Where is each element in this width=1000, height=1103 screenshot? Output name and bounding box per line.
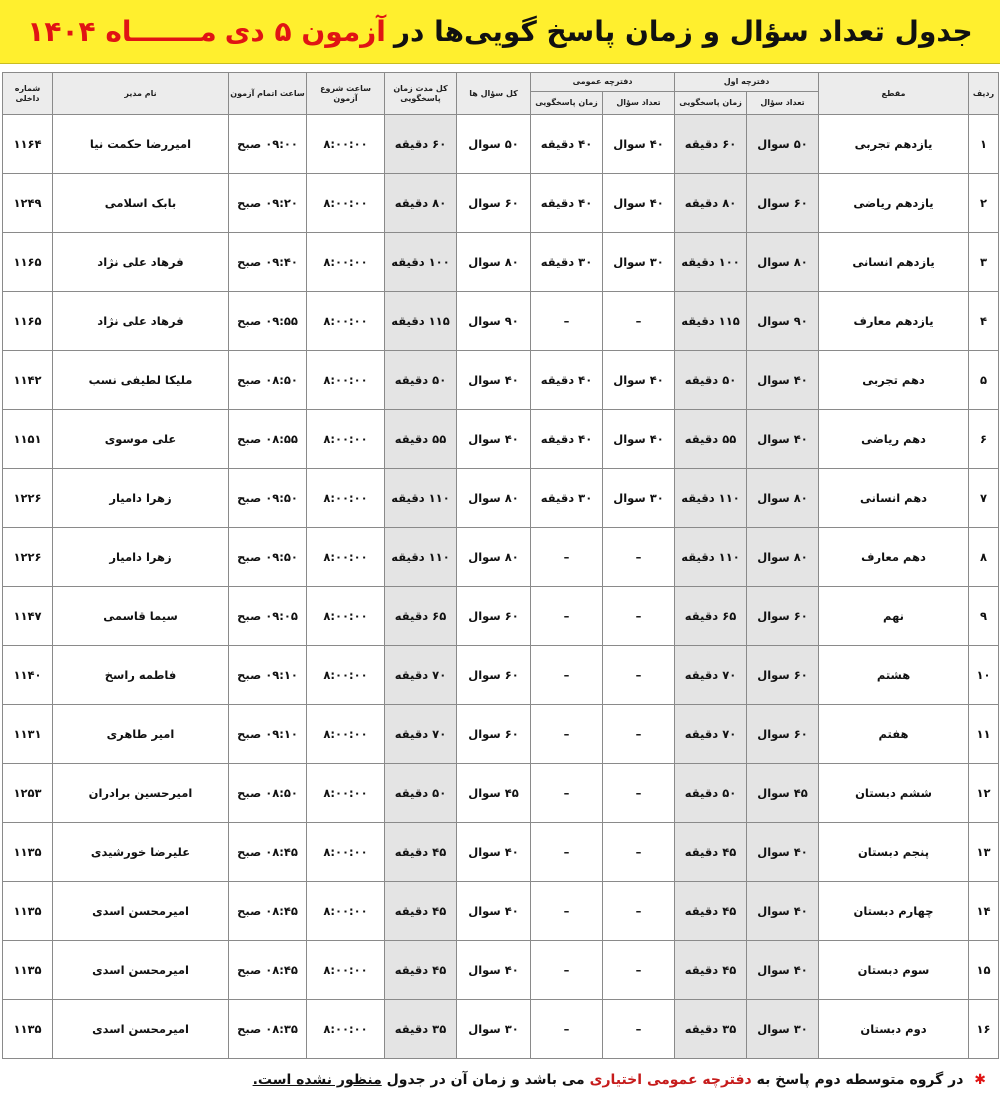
total-questions: ۴۰ سوال: [457, 882, 531, 941]
booklet1-time: ۱۱۰ دقیقه: [675, 469, 747, 528]
general-questions: ۴۰ سوال: [603, 410, 675, 469]
general-questions: ۴۰ سوال: [603, 174, 675, 233]
booklet1-questions: ۳۰ سوال: [747, 1000, 819, 1059]
general-questions: –: [603, 292, 675, 351]
grade-cell: دهم معارف: [819, 528, 969, 587]
table-row: [3, 587, 999, 646]
total-questions: ۴۰ سوال: [457, 823, 531, 882]
grade-cell: دهم ریاضی: [819, 410, 969, 469]
total-questions: ۵۰ سوال: [457, 115, 531, 174]
general-questions: –: [603, 823, 675, 882]
table-row: [3, 174, 999, 233]
start-time: ۸:۰۰:۰۰: [307, 823, 385, 882]
start-time: ۸:۰۰:۰۰: [307, 115, 385, 174]
end-time: ۰۸:۵۰ صبح: [229, 764, 307, 823]
end-time: ۰۸:۳۵ صبح: [229, 1000, 307, 1059]
grade-cell: هفتم: [819, 705, 969, 764]
table-row: [3, 528, 999, 587]
total-duration: ۴۵ دقیقه: [385, 941, 457, 1000]
booklet1-questions: ۴۰ سوال: [747, 410, 819, 469]
grade-cell: دهم انسانی: [819, 469, 969, 528]
extension-number: ۱۲۵۳: [3, 764, 53, 823]
start-time: ۸:۰۰:۰۰: [307, 1000, 385, 1059]
table-row: [3, 233, 999, 292]
manager-name: امیررضا حکمت نیا: [53, 115, 229, 174]
end-time: ۰۸:۵۵ صبح: [229, 410, 307, 469]
manager-name: سیما قاسمی: [53, 587, 229, 646]
header-general-booklet: دفترچه عمومی: [531, 73, 675, 92]
booklet1-time: ۵۵ دقیقه: [675, 410, 747, 469]
table-body: [3, 115, 999, 1059]
manager-name: فاطمه راسخ: [53, 646, 229, 705]
booklet1-time: ۱۱۵ دقیقه: [675, 292, 747, 351]
end-time: ۰۸:۴۵ صبح: [229, 941, 307, 1000]
total-duration: ۱۱۰ دقیقه: [385, 469, 457, 528]
manager-name: علی موسوی: [53, 410, 229, 469]
table-row: [3, 764, 999, 823]
general-time: –: [531, 1000, 603, 1059]
end-time: ۰۹:۵۰ صبح: [229, 528, 307, 587]
booklet1-questions: ۴۰ سوال: [747, 941, 819, 1000]
extension-number: ۱۱۳۵: [3, 823, 53, 882]
booklet1-questions: ۸۰ سوال: [747, 233, 819, 292]
row-number: ۷: [969, 469, 999, 528]
footnote-text-1: در گروه متوسطه دوم پاسخ به: [756, 1072, 964, 1088]
total-questions: ۹۰ سوال: [457, 292, 531, 351]
header-total-questions: کل سؤال ها: [457, 73, 531, 115]
general-questions: ۴۰ سوال: [603, 351, 675, 410]
total-duration: ۷۰ دقیقه: [385, 705, 457, 764]
general-time: –: [531, 941, 603, 1000]
total-questions: ۸۰ سوال: [457, 233, 531, 292]
end-time: ۰۹:۵۰ صبح: [229, 469, 307, 528]
booklet1-questions: ۴۰ سوال: [747, 351, 819, 410]
booklet1-questions: ۸۰ سوال: [747, 469, 819, 528]
end-time: ۰۹:۴۰ صبح: [229, 233, 307, 292]
general-questions: –: [603, 764, 675, 823]
header-row-1: [3, 73, 999, 92]
general-questions: ۳۰ سوال: [603, 469, 675, 528]
extension-number: ۱۱۴۷: [3, 587, 53, 646]
row-number: ۸: [969, 528, 999, 587]
booklet1-time: ۳۵ دقیقه: [675, 1000, 747, 1059]
row-number: ۱۲: [969, 764, 999, 823]
grade-cell: سوم دبستان: [819, 941, 969, 1000]
booklet1-questions: ۹۰ سوال: [747, 292, 819, 351]
table-row: [3, 351, 999, 410]
header-b1-time: زمان پاسخگویی: [675, 92, 747, 115]
table-row: [3, 115, 999, 174]
header-start-time: ساعت شروع آزمون: [307, 73, 385, 115]
total-duration: ۱۰۰ دقیقه: [385, 233, 457, 292]
title-text: جدول تعداد سؤال و زمان پاسخ گویی‌ها در: [393, 15, 973, 48]
booklet1-time: ۷۰ دقیقه: [675, 646, 747, 705]
grade-cell: هشتم: [819, 646, 969, 705]
booklet1-time: ۴۵ دقیقه: [675, 882, 747, 941]
star-icon: ✱: [974, 1072, 986, 1088]
manager-name: امیرمحسن اسدی: [53, 882, 229, 941]
booklet1-time: ۵۰ دقیقه: [675, 351, 747, 410]
footnote-highlight: دفترچه عمومی اختیاری: [589, 1072, 752, 1088]
start-time: ۸:۰۰:۰۰: [307, 174, 385, 233]
end-time: ۰۹:۰۰ صبح: [229, 115, 307, 174]
start-time: ۸:۰۰:۰۰: [307, 882, 385, 941]
row-number: ۱۶: [969, 1000, 999, 1059]
extension-number: ۱۱۵۱: [3, 410, 53, 469]
general-time: –: [531, 646, 603, 705]
total-questions: ۸۰ سوال: [457, 528, 531, 587]
total-questions: ۴۰ سوال: [457, 410, 531, 469]
start-time: ۸:۰۰:۰۰: [307, 351, 385, 410]
table-row: [3, 882, 999, 941]
total-duration: ۶۰ دقیقه: [385, 115, 457, 174]
footnote: [253, 1072, 986, 1088]
header-manager: نام مدیر: [53, 73, 229, 115]
total-questions: ۴۰ سوال: [457, 351, 531, 410]
manager-name: علیرضا خورشیدی: [53, 823, 229, 882]
total-questions: ۶۰ سوال: [457, 705, 531, 764]
table-row: [3, 941, 999, 1000]
grade-cell: یازدهم معارف: [819, 292, 969, 351]
table-row: [3, 1000, 999, 1059]
extension-number: ۱۱۴۲: [3, 351, 53, 410]
booklet1-questions: ۴۰ سوال: [747, 882, 819, 941]
general-time: ۴۰ دقیقه: [531, 115, 603, 174]
manager-name: زهرا دامیار: [53, 469, 229, 528]
row-number: ۱۰: [969, 646, 999, 705]
header-gen-questions: تعداد سؤال: [603, 92, 675, 115]
grade-cell: ششم دبستان: [819, 764, 969, 823]
end-time: ۰۸:۴۵ صبح: [229, 823, 307, 882]
row-number: ۲: [969, 174, 999, 233]
grade-cell: یازدهم ریاضی: [819, 174, 969, 233]
row-number: ۵: [969, 351, 999, 410]
general-time: ۳۰ دقیقه: [531, 233, 603, 292]
total-duration: ۱۱۰ دقیقه: [385, 528, 457, 587]
end-time: ۰۸:۴۵ صبح: [229, 882, 307, 941]
total-questions: ۶۰ سوال: [457, 646, 531, 705]
extension-number: ۱۲۲۶: [3, 469, 53, 528]
end-time: ۰۸:۵۰ صبح: [229, 351, 307, 410]
total-duration: ۳۵ دقیقه: [385, 1000, 457, 1059]
total-questions: ۴۵ سوال: [457, 764, 531, 823]
total-questions: ۳۰ سوال: [457, 1000, 531, 1059]
title-bar: [0, 0, 1000, 64]
booklet1-time: ۴۵ دقیقه: [675, 823, 747, 882]
general-time: –: [531, 705, 603, 764]
header-end-time: ساعت اتمام آزمون: [229, 73, 307, 115]
extension-number: ۱۲۲۶: [3, 528, 53, 587]
start-time: ۸:۰۰:۰۰: [307, 469, 385, 528]
general-questions: –: [603, 1000, 675, 1059]
table-row: [3, 410, 999, 469]
total-duration: ۵۵ دقیقه: [385, 410, 457, 469]
general-time: –: [531, 292, 603, 351]
end-time: ۰۹:۵۵ صبح: [229, 292, 307, 351]
booklet1-time: ۵۰ دقیقه: [675, 764, 747, 823]
general-questions: ۴۰ سوال: [603, 115, 675, 174]
row-number: ۱۵: [969, 941, 999, 1000]
total-duration: ۱۱۵ دقیقه: [385, 292, 457, 351]
extension-number: ۱۱۳۵: [3, 882, 53, 941]
manager-name: امیرحسین برادران: [53, 764, 229, 823]
general-questions: –: [603, 941, 675, 1000]
start-time: ۸:۰۰:۰۰: [307, 528, 385, 587]
grade-cell: یازدهم انسانی: [819, 233, 969, 292]
row-number: ۱۳: [969, 823, 999, 882]
booklet1-time: ۱۱۰ دقیقه: [675, 528, 747, 587]
manager-name: امیرمحسن اسدی: [53, 941, 229, 1000]
general-questions: –: [603, 646, 675, 705]
header-booklet-1: دفترچه اول: [675, 73, 819, 92]
end-time: ۰۹:۲۰ صبح: [229, 174, 307, 233]
footnote-text-2: می باشد و زمان آن در جدول: [386, 1072, 585, 1088]
manager-name: امیر طاهری: [53, 705, 229, 764]
general-questions: –: [603, 528, 675, 587]
total-duration: ۴۵ دقیقه: [385, 823, 457, 882]
end-time: ۰۹:۱۰ صبح: [229, 646, 307, 705]
header-extension: شماره داخلی: [3, 73, 53, 115]
extension-number: ۱۱۳۵: [3, 941, 53, 1000]
general-time: ۴۰ دقیقه: [531, 351, 603, 410]
extension-number: ۱۱۳۵: [3, 1000, 53, 1059]
total-questions: ۶۰ سوال: [457, 174, 531, 233]
table-row: [3, 705, 999, 764]
general-time: –: [531, 764, 603, 823]
table-row: [3, 469, 999, 528]
start-time: ۸:۰۰:۰۰: [307, 292, 385, 351]
booklet1-questions: ۶۰ سوال: [747, 587, 819, 646]
total-duration: ۴۵ دقیقه: [385, 882, 457, 941]
manager-name: زهرا دامیار: [53, 528, 229, 587]
general-time: ۳۰ دقیقه: [531, 469, 603, 528]
start-time: ۸:۰۰:۰۰: [307, 587, 385, 646]
start-time: ۸:۰۰:۰۰: [307, 233, 385, 292]
total-duration: ۷۰ دقیقه: [385, 646, 457, 705]
extension-number: ۱۱۳۱: [3, 705, 53, 764]
general-time: ۴۰ دقیقه: [531, 410, 603, 469]
booklet1-time: ۶۰ دقیقه: [675, 115, 747, 174]
booklet1-questions: ۵۰ سوال: [747, 115, 819, 174]
manager-name: بابک اسلامی: [53, 174, 229, 233]
grade-cell: دهم تجربی: [819, 351, 969, 410]
total-questions: ۶۰ سوال: [457, 587, 531, 646]
header-radif: ردیف: [969, 73, 999, 115]
booklet1-time: ۱۰۰ دقیقه: [675, 233, 747, 292]
general-questions: –: [603, 882, 675, 941]
end-time: ۰۹:۰۵ صبح: [229, 587, 307, 646]
row-number: ۱۱: [969, 705, 999, 764]
general-time: –: [531, 528, 603, 587]
manager-name: فرهاد علی نژاد: [53, 292, 229, 351]
general-time: ۴۰ دقیقه: [531, 174, 603, 233]
grade-cell: نهم: [819, 587, 969, 646]
footnote-underlined: منظور نشده است.: [252, 1072, 382, 1088]
table-row: [3, 823, 999, 882]
start-time: ۸:۰۰:۰۰: [307, 764, 385, 823]
header-b1-questions: تعداد سؤال: [747, 92, 819, 115]
start-time: ۸:۰۰:۰۰: [307, 941, 385, 1000]
total-questions: ۸۰ سوال: [457, 469, 531, 528]
total-questions: ۴۰ سوال: [457, 941, 531, 1000]
manager-name: ملیکا لطیفی نسب: [53, 351, 229, 410]
booklet1-questions: ۶۰ سوال: [747, 646, 819, 705]
grade-cell: یازدهم تجربی: [819, 115, 969, 174]
exam-schedule-table: [2, 72, 999, 1059]
booklet1-time: ۶۵ دقیقه: [675, 587, 747, 646]
row-number: ۱: [969, 115, 999, 174]
start-time: ۸:۰۰:۰۰: [307, 705, 385, 764]
header-grade: مقطع: [819, 73, 969, 115]
general-questions: –: [603, 587, 675, 646]
booklet1-questions: ۸۰ سوال: [747, 528, 819, 587]
table-row: [3, 292, 999, 351]
total-duration: ۵۰ دقیقه: [385, 351, 457, 410]
total-duration: ۶۵ دقیقه: [385, 587, 457, 646]
row-number: ۳: [969, 233, 999, 292]
extension-number: ۱۱۶۴: [3, 115, 53, 174]
general-time: –: [531, 882, 603, 941]
header-gen-time: زمان پاسخگویی: [531, 92, 603, 115]
end-time: ۰۹:۱۰ صبح: [229, 705, 307, 764]
start-time: ۸:۰۰:۰۰: [307, 410, 385, 469]
general-time: –: [531, 587, 603, 646]
booklet1-time: ۷۰ دقیقه: [675, 705, 747, 764]
grade-cell: پنجم دبستان: [819, 823, 969, 882]
start-time: ۸:۰۰:۰۰: [307, 646, 385, 705]
extension-number: ۱۱۴۰: [3, 646, 53, 705]
table-row: [3, 646, 999, 705]
general-time: –: [531, 823, 603, 882]
booklet1-questions: ۶۰ سوال: [747, 174, 819, 233]
row-number: ۶: [969, 410, 999, 469]
general-questions: –: [603, 705, 675, 764]
general-questions: ۳۰ سوال: [603, 233, 675, 292]
booklet1-time: ۴۵ دقیقه: [675, 941, 747, 1000]
booklet1-time: ۸۰ دقیقه: [675, 174, 747, 233]
extension-number: ۱۱۶۵: [3, 292, 53, 351]
header-total-duration: کل مدت زمان پاسخگویی: [385, 73, 457, 115]
row-number: ۹: [969, 587, 999, 646]
booklet1-questions: ۴۵ سوال: [747, 764, 819, 823]
row-number: ۱۴: [969, 882, 999, 941]
row-number: ۴: [969, 292, 999, 351]
grade-cell: دوم دبستان: [819, 1000, 969, 1059]
grade-cell: چهارم دبستان: [819, 882, 969, 941]
title-month-year: مـــــــاه ۱۴۰۴: [27, 15, 217, 48]
total-duration: ۸۰ دقیقه: [385, 174, 457, 233]
title-exam-date: آزمون ۵ دی: [224, 15, 386, 48]
extension-number: ۱۱۶۵: [3, 233, 53, 292]
booklet1-questions: ۶۰ سوال: [747, 705, 819, 764]
booklet1-questions: ۴۰ سوال: [747, 823, 819, 882]
extension-number: ۱۲۴۹: [3, 174, 53, 233]
manager-name: امیرمحسن اسدی: [53, 1000, 229, 1059]
total-duration: ۵۰ دقیقه: [385, 764, 457, 823]
manager-name: فرهاد علی نژاد: [53, 233, 229, 292]
